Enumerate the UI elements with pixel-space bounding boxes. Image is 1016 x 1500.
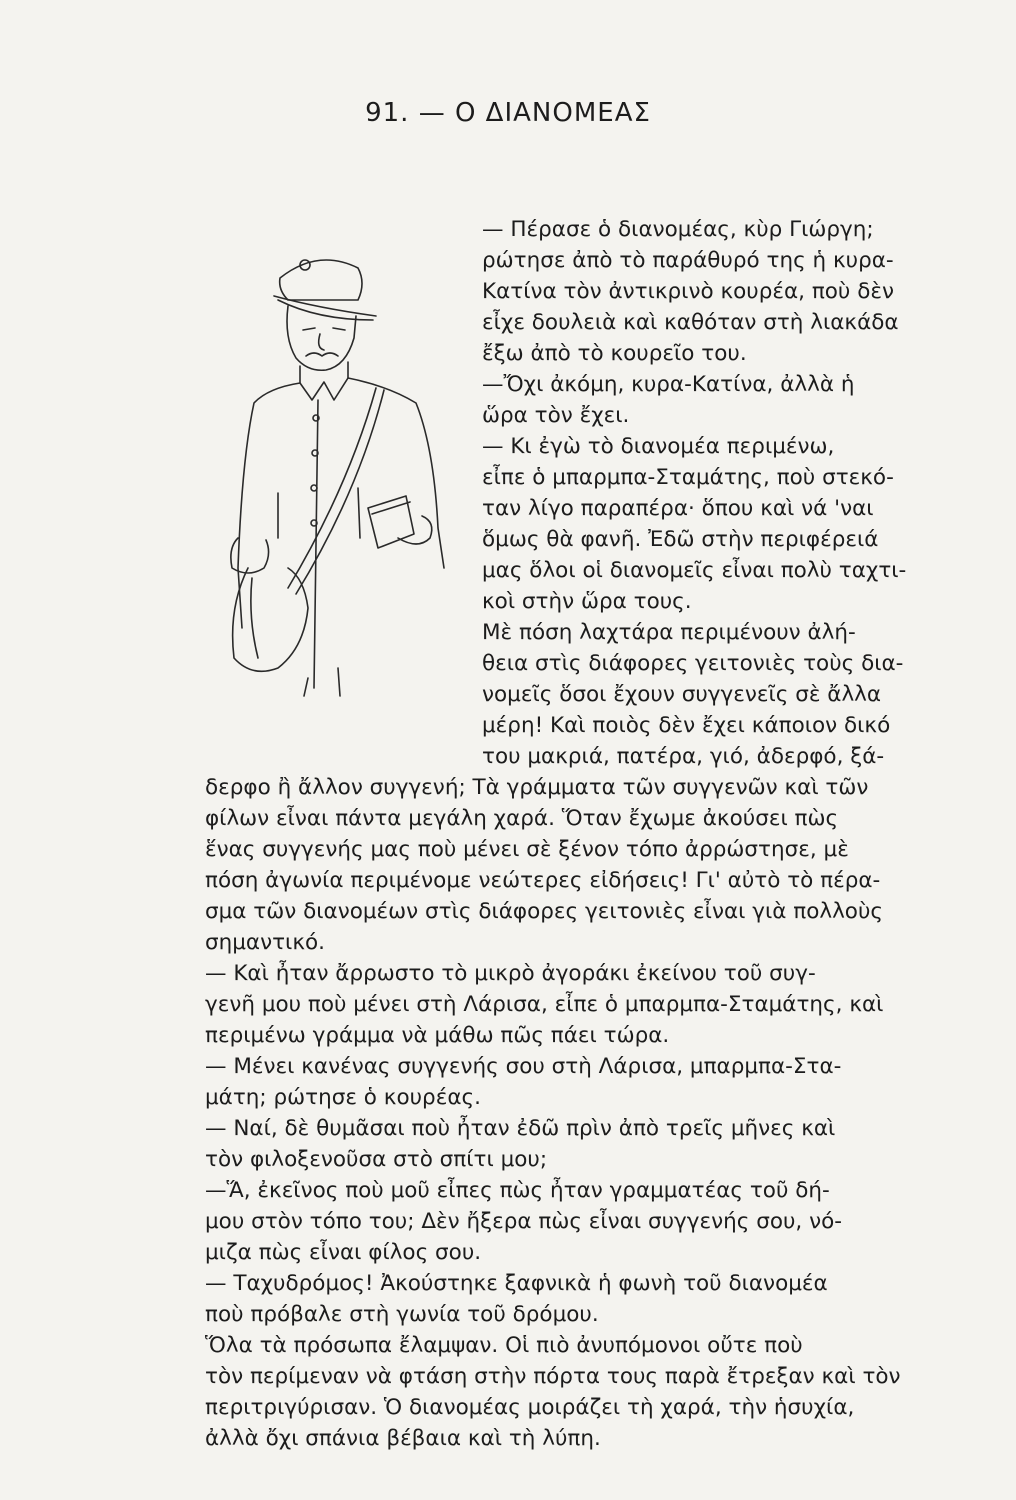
text-line: — Μένει κανένας συγγενής σου στὴ Λάρισα, μπαρμπα-Στα- bbox=[205, 1054, 842, 1079]
text-line: σμα τῶν διανομέων στὶς διάφορες γειτονιὲς εἶναι γιὰ πολλοὺς bbox=[205, 899, 884, 924]
text-line: εἶχε δουλειὰ καὶ καθόταν στὴ λιακάδα bbox=[482, 310, 899, 335]
text-line: ἀλλὰ ὄχι σπάνια βέβαια καὶ τὴ λύπη. bbox=[205, 1426, 601, 1451]
text-line: — Ναί, δὲ θυμᾶσαι ποὺ ἦταν ἐδῶ πρὶν ἀπὸ τρεῖς μῆνες καὶ bbox=[205, 1116, 836, 1141]
text-line: — Κι ἐγὼ τὸ διανομέα περιμένω, bbox=[482, 434, 835, 459]
text-line: μέρη! Καὶ ποιὸς δὲν ἔχει κάποιον δικό bbox=[482, 713, 891, 738]
text-line: —Ὄχι ἀκόμη, κυρα-Κατίνα, ἀλλὰ ἡ bbox=[482, 372, 855, 397]
text-line: ὥρα τὸν ἔχει. bbox=[482, 403, 630, 428]
text-line: περιμένω γράμμα νὰ μάθω πῶς πάει τώρα. bbox=[205, 1023, 670, 1048]
text-line: — Καὶ ἦταν ἄρρωστο τὸ μικρὸ ἀγοράκι ἐκείνου τοῦ συγ- bbox=[205, 961, 816, 986]
text-line: —Ἅ, ἐκεῖνος ποὺ μοῦ εἶπες πὼς ἦταν γραμματέας τοῦ δή- bbox=[205, 1178, 830, 1203]
postman-illustration bbox=[208, 238, 468, 698]
text-line: τὸν φιλοξενοῦσα στὸ σπίτι μου; bbox=[205, 1147, 548, 1172]
text-line: μου στὸν τόπο του; Δὲν ἤξερα πὼς εἶναι συγγενής σου, νό- bbox=[205, 1209, 843, 1234]
text-line: εἶπε ὁ μπαρμπα-Σταμάτης, ποὺ στεκό- bbox=[482, 465, 894, 490]
text-line: ταν λίγο παραπέρα· ὅπου καὶ νά 'ναι bbox=[482, 496, 874, 521]
text-line: σημαντικό. bbox=[205, 930, 325, 955]
text-line: ἔξω ἀπὸ τὸ κουρεῖο του. bbox=[482, 341, 747, 366]
text-line: ὅμως θὰ φανῆ. Ἐδῶ στὴν περιφέρειά bbox=[482, 527, 879, 552]
text-line: περιτριγύρισαν. Ὁ διανομέας μοιράζει τὴ χαρά, τὴν ἡσυχία, bbox=[205, 1395, 855, 1420]
chapter-title: 91. — Ο ΔΙΑΝΟΜΕΑΣ bbox=[365, 98, 651, 128]
text-line: τὸν περίμεναν νὰ φτάση στὴν πόρτα τους παρὰ ἔτρεξαν καὶ τὸν bbox=[205, 1364, 901, 1389]
text-line: — Ταχυδρόμος! Ἀκούστηκε ξαφνικὰ ἡ φωνὴ τοῦ διανομέα bbox=[205, 1271, 828, 1296]
text-line: δερφο ἢ ἄλλον συγγενή; Τὰ γράμματα τῶν συγγενῶν καὶ τῶν bbox=[205, 775, 869, 800]
text-line: θεια στὶς διάφορες γειτονιὲς τοὺς δια- bbox=[482, 651, 904, 676]
text-line: πόση ἀγωνία περιμένομε νεώτερες εἰδήσεις! Γι' αὐτὸ τὸ πέρα- bbox=[205, 868, 881, 893]
text-line: Ὅλα τὰ πρόσωπα ἔλαμψαν. Οἱ πιὸ ἀνυπόμονοι οὔτε ποὺ bbox=[205, 1333, 803, 1358]
text-line: κοὶ στὴν ὥρα τους. bbox=[482, 589, 692, 614]
text-line: γενῆ μου ποὺ μένει στὴ Λάρισα, εἶπε ὁ μπαρμπα-Σταμάτης, καὶ bbox=[205, 992, 884, 1017]
text-line: φίλων εἶναι πάντα μεγάλη χαρά. Ὅταν ἔχωμε ἀκούσει πὼς bbox=[205, 806, 839, 831]
text-line: Κατίνα τὸν ἀντικρινὸ κουρέα, ποὺ δὲν bbox=[482, 279, 894, 304]
text-line: ρώτησε ἀπὸ τὸ παράθυρό της ἡ κυρα- bbox=[482, 248, 894, 273]
text-line: ἕνας συγγενής μας ποὺ μένει σὲ ξένον τόπο ἀρρώστησε, μὲ bbox=[205, 837, 849, 862]
text-line: μιζα πὼς εἶναι φίλος σου. bbox=[205, 1240, 482, 1265]
text-line: μας ὅλοι οἱ διανομεῖς εἶναι πολὺ ταχτι- bbox=[482, 558, 907, 583]
text-line: μάτη; ρώτησε ὁ κουρέας. bbox=[205, 1085, 481, 1110]
text-line: νομεῖς ὅσοι ἔχουν συγγενεῖς σὲ ἄλλα bbox=[482, 682, 882, 707]
text-line: — Πέρασε ὁ διανομέας, κὺρ Γιώργη; bbox=[482, 217, 874, 242]
text-line: Μὲ πόση λαχτάρα περιμένουν ἀλή- bbox=[482, 620, 856, 645]
text-line: του μακριά, πατέρα, γιό, ἀδερφό, ξά- bbox=[482, 744, 885, 769]
text-line: ποὺ πρόβαλε στὴ γωνία τοῦ δρόμου. bbox=[205, 1302, 599, 1327]
